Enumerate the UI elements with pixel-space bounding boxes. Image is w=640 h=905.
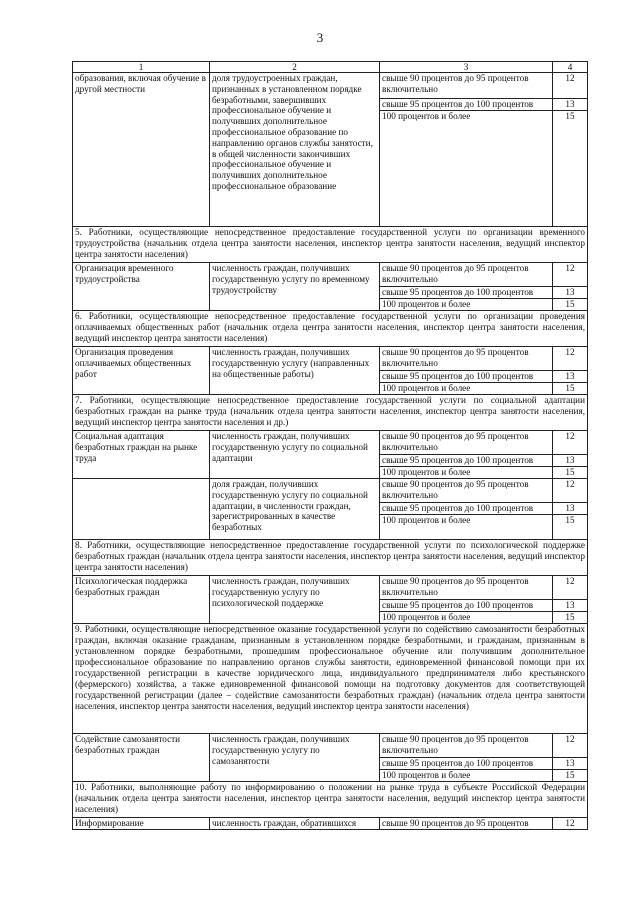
criterion-cell: свыше 95 процентов до 100 процентов xyxy=(380,600,553,612)
service-name-cell: Психологическая поддержка безработных граждан xyxy=(73,576,210,624)
points-cell: 13 xyxy=(553,287,588,299)
points-cell: 15 xyxy=(553,515,588,540)
points-cell: 15 xyxy=(553,612,588,624)
indicator-cell: численность граждан, обратившихся xyxy=(210,818,380,830)
service-name-cell: Социальная адаптация безработных граждан на рынке труда xyxy=(73,431,210,479)
section-row xyxy=(73,227,588,263)
section-heading: 5. Работники, осуществляющие непосредственное предоставление государственной услуги по организации временного трудоустройства (начальник отдела центра занятости населения, инспектор центра занятости населения, ведущий инспектор центра занятости населения) xyxy=(73,227,588,263)
criterion-cell: 100 процентов и более xyxy=(380,612,553,624)
indicator-cell: численность граждан, получивших государственную услугу (направленных на общественные работы) xyxy=(210,347,380,395)
points-cell: 13 xyxy=(553,758,588,770)
table-row xyxy=(73,818,588,830)
indicator-cell: численность граждан, получивших государственную услугу по психологической поддержке xyxy=(210,576,380,624)
criterion-cell: 100 процентов и более xyxy=(380,383,553,395)
service-name-cell: образования, включая обучение в другой местности xyxy=(73,73,210,227)
column-header-3: 3 xyxy=(380,62,553,73)
criterion-cell: свыше 90 процентов до 95 процентов включительно xyxy=(380,431,553,455)
table-row xyxy=(73,576,588,600)
criterion-cell: свыше 95 процентов до 100 процентов xyxy=(380,99,553,111)
points-cell: 13 xyxy=(553,371,588,383)
section-heading: 10. Работники, выполняющие работу по информированию о положении на рынке труда в субъекте Российской Федерации (начальник отдела центра занятости населения, инспектор центра занятости населения, ведущий инспектор центра занятости населения) xyxy=(73,782,588,818)
section-heading: 8. Работники, осуществляющие непосредственное предоставление государственной услуги по психологической поддержке безработных граждан (начальник отдела центра занятости населения, инспектор центра занятости населения, ведущий инспектор центра занятости населения) xyxy=(73,540,588,576)
service-name-cell: Информирование xyxy=(73,818,210,830)
table-row xyxy=(73,734,588,758)
column-header-4: 4 xyxy=(553,62,588,73)
points-cell: 13 xyxy=(553,503,588,515)
indicator-cell: численность граждан, получивших государственную услугу по социальной адаптации xyxy=(210,431,380,479)
column-header-2: 2 xyxy=(210,62,380,73)
service-name-cell xyxy=(73,479,210,540)
points-cell: 12 xyxy=(553,734,588,758)
table-row xyxy=(73,347,588,371)
points-cell: 12 xyxy=(553,431,588,455)
criterion-cell: свыше 90 процентов до 95 процентов включительно xyxy=(380,347,553,371)
points-cell: 15 xyxy=(553,111,588,227)
table-row xyxy=(73,431,588,455)
points-cell: 13 xyxy=(553,600,588,612)
criterion-cell: свыше 95 процентов до 100 процентов xyxy=(380,455,553,467)
points-cell: 12 xyxy=(553,73,588,99)
points-cell: 12 xyxy=(553,818,588,830)
indicator-cell: численность граждан, получивших государственную услугу по временному трудоустройству xyxy=(210,263,380,311)
section-row xyxy=(73,395,588,431)
points-cell: 12 xyxy=(553,347,588,371)
indicator-cell: доля граждан, получивших государственную услугу по социальной адаптации, в численности граждан, зарегистрированных в качестве безработных xyxy=(210,479,380,540)
criterion-cell: свыше 90 процентов до 95 процентов включительно xyxy=(380,73,553,99)
points-cell: 13 xyxy=(553,455,588,467)
criterion-cell: свыше 95 процентов до 100 процентов xyxy=(380,287,553,299)
criterion-cell: свыше 95 процентов до 100 процентов xyxy=(380,503,553,515)
criterion-cell: свыше 90 процентов до 95 процентов включительно xyxy=(380,576,553,600)
points-cell: 12 xyxy=(553,576,588,600)
service-name-cell: Организация временного трудоустройства xyxy=(73,263,210,311)
table-row xyxy=(73,73,588,99)
indicator-cell: численность граждан, получивших государственную услугу по самозанятости xyxy=(210,734,380,782)
points-cell: 15 xyxy=(553,299,588,311)
table-header-row xyxy=(73,62,588,73)
criterion-cell: свыше 90 процентов до 95 процентов включительно xyxy=(380,263,553,287)
points-cell: 12 xyxy=(553,263,588,287)
criterion-cell: 100 процентов и более xyxy=(380,299,553,311)
points-cell: 15 xyxy=(553,467,588,479)
points-cell: 15 xyxy=(553,383,588,395)
section-heading: 6. Работники, осуществляющие непосредственное предоставление государственной услуги по организации проведения оплачиваемых общественных работ (начальник отдела центра занятости населения, инспектор центра занятости населения, ведущий инспектор центра занятости населения) xyxy=(73,311,588,347)
section-row xyxy=(73,540,588,576)
section-row xyxy=(73,782,588,818)
service-name-cell: Содействие самозанятости безработных граждан xyxy=(73,734,210,782)
criterion-cell: 100 процентов и более xyxy=(380,770,553,782)
criterion-cell: 100 процентов и более xyxy=(380,515,553,540)
column-header-1: 1 xyxy=(73,62,210,73)
criterion-cell: 100 процентов и более xyxy=(380,467,553,479)
section-row xyxy=(73,311,588,347)
section-heading: 7. Работники, осуществляющие непосредственное предоставление государственной услуги по социальной адаптации безработных граждан на рынке труда (начальник отдела центра занятости населения, инспектор центра занятости населения, ведущий инспектор центра занятости населения и др.) xyxy=(73,395,588,431)
section-row xyxy=(73,624,588,734)
criterion-cell: свыше 90 процентов до 95 процентов включительно xyxy=(380,734,553,758)
page-number: 3 xyxy=(316,30,324,45)
section-heading: 9. Работники, осуществляющие непосредственное оказание государственной услуги по содействию самозанятости безработных граждан, включая оказание гражданам, признанным в установленном порядке безработными, и гражданам, признанным в установленном порядке безработными, прошедшим профессиональное обучение или получившим дополнительное профессиональное образование по направлению органов службы занятости, единовременной финансовой помощи при их государственной регистрации в качестве юридического лица, индивидуального предпринимателя либо крестьянского (фермерского) хозяйства, а также единовременной финансовой помощи на подготовку документов для соответствующей государственной регистрации (далее – содействие самозанятости безработных граждан) (начальник отдела центра занятости населения, инспектор центра занятости населения, ведущий инспектор центра занятости населения) xyxy=(73,624,588,734)
indicator-cell: доля трудоустроенных граждан, признанных в установленном порядке безработными, завершивших профессиональное обучение и получивших дополнительное профессиональное образование по направлению органов службы занятости, в общей численности закончивших профессиональное обучение и получивших дополнительное профессиональное образование xyxy=(210,73,380,227)
criterion-cell: свыше 90 процентов до 95 процентов xyxy=(380,818,553,830)
criterion-cell: 100 процентов и более xyxy=(380,111,553,227)
criteria-table xyxy=(72,61,588,830)
criterion-cell: свыше 95 процентов до 100 процентов xyxy=(380,758,553,770)
table-row xyxy=(73,263,588,287)
table-row xyxy=(73,479,588,503)
points-cell: 12 xyxy=(553,479,588,503)
service-name-cell: Организация проведения оплачиваемых общественных работ xyxy=(73,347,210,395)
points-cell: 15 xyxy=(553,770,588,782)
points-cell: 13 xyxy=(553,99,588,111)
criterion-cell: свыше 95 процентов до 100 процентов xyxy=(380,371,553,383)
criterion-cell: свыше 90 процентов до 95 процентов включительно xyxy=(380,479,553,503)
